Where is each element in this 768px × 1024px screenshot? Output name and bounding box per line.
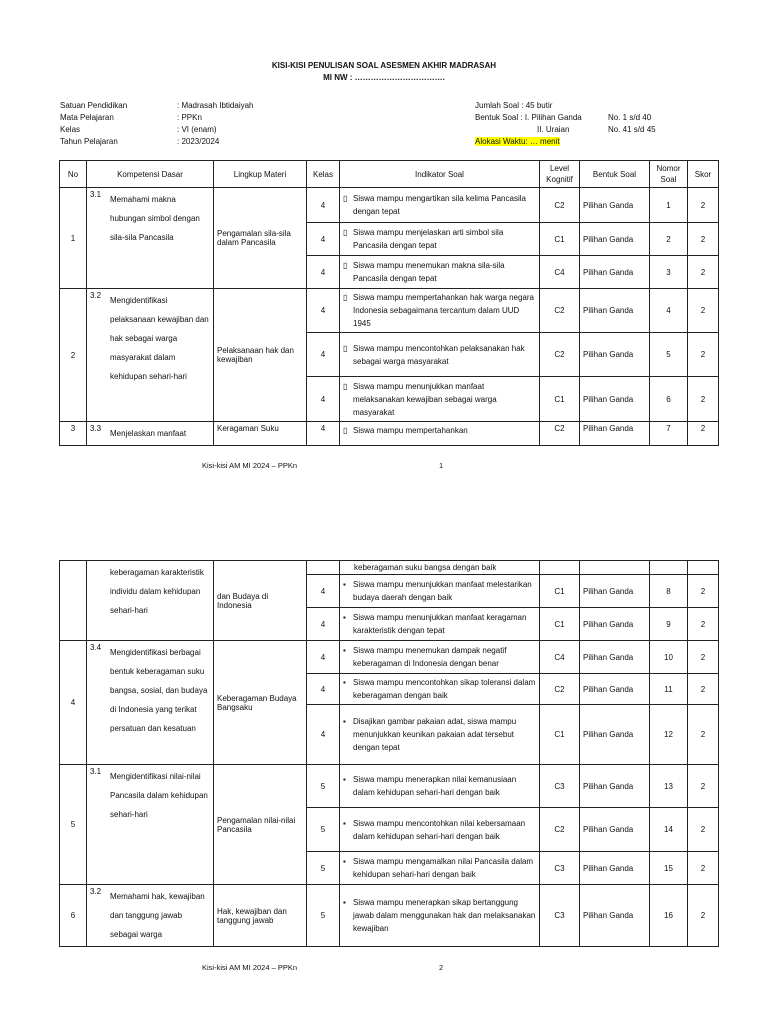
level-kognitif: C3	[540, 765, 580, 808]
kelas: 4	[307, 289, 340, 333]
indikator-item: ▯ Siswa mampu mengartikan sila kelima Pancasila dengan tepat	[343, 194, 526, 216]
col-bentuk-soal: Bentuk Soal	[580, 161, 650, 188]
skor: 2	[688, 608, 719, 641]
col-lingkup-materi: Lingkup Materi	[214, 161, 307, 188]
kelas: 4	[307, 256, 340, 289]
lingkup-materi: dan Budaya di Indonesia	[214, 561, 307, 641]
square-bullet-icon: ▪	[343, 646, 346, 655]
kd-text: Memahami hak, kewajiban dan tanggung jawab sebagai warga	[110, 892, 205, 939]
kompetensi-dasar	[87, 188, 214, 289]
row-number	[60, 561, 87, 641]
nomor-soal: 5	[650, 333, 688, 377]
info-row: Mata Pelajaran : PPKn	[60, 113, 202, 122]
indikator-soal	[340, 608, 540, 641]
lingkup-materi: Hak, kewajiban dan tanggung jawab	[214, 885, 307, 947]
skor: 2	[688, 223, 719, 256]
kelas: 4	[307, 674, 340, 705]
bentuk-soal: Pilihan Ganda	[580, 608, 650, 641]
indikator-soal	[340, 223, 540, 256]
indikator-item: ▪ Siswa mampu menemukan dampak negatif keberagaman di Indonesia dengan benar	[343, 646, 507, 668]
skor: 2	[688, 422, 719, 446]
bentuk-soal: Pilihan Ganda	[580, 808, 650, 852]
indikator-item: ▯ Siswa mampu mempertahankan	[343, 426, 468, 435]
checkbox-bullet-icon: ▯	[343, 261, 348, 270]
kd-number: 3.4	[90, 643, 102, 652]
level-kognitif: C2	[540, 333, 580, 377]
nomor-soal: 9	[650, 608, 688, 641]
skor: 2	[688, 256, 719, 289]
bentuk-soal: Pilihan Ganda	[580, 575, 650, 608]
info-row: Satuan Pendidikan : Madrasah Ibtidaiyah	[60, 101, 254, 110]
bentuk-soal: Pilihan Ganda	[580, 641, 650, 674]
kd-number: 3.1	[90, 767, 102, 776]
indikator-item: ▪ Siswa mampu menunjukkan manfaat melestarikan budaya daerah dengan baik	[343, 580, 532, 602]
bentuk-soal: Pilihan Ganda	[580, 705, 650, 765]
indikator-item: ▪ Siswa mampu menerapkan nilai kemanusiaan dalam kehidupan sehari-hari dengan baik	[343, 775, 517, 797]
madrasah-name: MI NW : …………………………….	[323, 73, 445, 82]
table-header-row	[60, 161, 719, 188]
level-kognitif: C2	[540, 674, 580, 705]
kisi-kisi-table-page-1	[59, 160, 719, 446]
bentuk-label: Bentuk Soal	[475, 113, 519, 122]
bentuk-soal: Pilihan Ganda	[580, 256, 650, 289]
kelas: 4	[307, 223, 340, 256]
kelas: 4	[307, 422, 340, 446]
col-nomor-soal: Nomor Soal	[650, 161, 688, 188]
indikator-soal	[340, 852, 540, 885]
identity-info	[60, 100, 254, 148]
kd-number: 3.2	[90, 291, 102, 300]
indikator-soal	[340, 885, 540, 947]
nomor-soal: 16	[650, 885, 688, 947]
indikator-soal	[340, 422, 540, 446]
indikator-item: ▪ Siswa mampu mengamalkan nilai Pancasila dalam kehidupan sehari-hari dengan baik	[343, 857, 534, 879]
kelas: 4	[307, 377, 340, 422]
kompetensi-dasar	[87, 641, 214, 765]
level-kognitif: C4	[540, 641, 580, 674]
kisi-kisi-table-page-2	[59, 560, 719, 947]
document-title: KISI-KISI PENULISAN SOAL ASESMEN AKHIR MADRASAH	[271, 61, 497, 70]
kelas: 5	[307, 808, 340, 852]
row-number: 3	[60, 422, 87, 446]
square-bullet-icon: ▪	[343, 717, 346, 726]
kompetensi-dasar	[87, 765, 214, 885]
level-kognitif: C3	[540, 885, 580, 947]
table-row	[60, 641, 719, 674]
indikator-soal	[340, 674, 540, 705]
kd-text: Menjelaskan manfaat	[110, 429, 187, 438]
level-kognitif: C1	[540, 608, 580, 641]
checkbox-bullet-icon: ▯	[343, 343, 348, 353]
indikator-soal	[340, 705, 540, 765]
skor: 2	[688, 188, 719, 223]
indikator-item: ▪ Siswa mampu menunjukkan manfaat keragaman karakteristik dengan tepat	[343, 613, 527, 635]
checkbox-bullet-icon: ▯	[343, 381, 348, 391]
kd-number: 3.2	[90, 887, 102, 896]
kelas: 4	[307, 333, 340, 377]
table-row	[60, 188, 719, 223]
indikator-item: ▯ Siswa mampu menemukan makna sila-sila Pancasila dengan tepat	[343, 261, 505, 283]
skor	[688, 561, 719, 575]
indikator-item: ▪ Disajikan gambar pakaian adat, siswa mampu menunjukkan keunikan pakaian adat tersebut dengan tepat	[343, 717, 517, 752]
footer-text: Kisi-kisi AM MI 2024 – PPKn	[202, 963, 298, 972]
col-level-kognitif: Level Kognitif	[540, 161, 580, 188]
footer-text: Kisi-kisi AM MI 2024 – PPKn	[202, 461, 298, 470]
skor: 2	[688, 852, 719, 885]
kelas: 4	[307, 575, 340, 608]
table-row	[60, 289, 719, 333]
indikator-soal: keberagaman suku bangsa dengan baik	[340, 561, 540, 575]
level-kognitif: C3	[540, 852, 580, 885]
nomor-soal: 3	[650, 256, 688, 289]
indikator-soal	[340, 641, 540, 674]
kompetensi-dasar	[87, 885, 214, 947]
nomor-soal: 12	[650, 705, 688, 765]
table-row	[60, 422, 719, 446]
kd-number: 3.1	[90, 190, 102, 199]
checkbox-bullet-icon: ▯	[343, 194, 348, 203]
kd-text: Memahami makna hubungan simbol dengan sila-sila Pancasila	[110, 195, 200, 242]
skor: 2	[688, 377, 719, 422]
level-kognitif: C2	[540, 289, 580, 333]
kd-text: Mengidentifikasi pelaksanaan kewajiban dan hak sebagai warga masyarakat dalam kehidupan sehari-hari	[110, 296, 209, 381]
checkbox-bullet-icon: ▯	[343, 293, 348, 302]
kd-number: 3.3	[90, 424, 102, 433]
col-indikator-soal: Indikator Soal	[340, 161, 540, 188]
indikator-soal	[340, 256, 540, 289]
level-kognitif	[540, 561, 580, 575]
nomor-soal: 7	[650, 422, 688, 446]
bentuk-soal	[580, 561, 650, 575]
nomor-soal: 11	[650, 674, 688, 705]
level-kognitif: C2	[540, 808, 580, 852]
table-row	[60, 885, 719, 947]
kompetensi-dasar	[87, 561, 214, 641]
info-row: Tahun Pelajaran : 2023/2024	[60, 137, 220, 146]
level-kognitif: C1	[540, 377, 580, 422]
kelas: 5	[307, 765, 340, 808]
col-skor: Skor	[688, 161, 719, 188]
info-row: Kelas : VI (enam)	[60, 125, 217, 134]
continuation-row	[60, 561, 719, 575]
square-bullet-icon: ▪	[343, 857, 346, 866]
skor: 2	[688, 641, 719, 674]
nomor-soal	[650, 561, 688, 575]
jumlah-label: Jumlah Soal	[475, 101, 520, 110]
skor: 2	[688, 885, 719, 947]
indikator-item: ▯ Siswa mampu mencontohkan pelaksanakan hak sebagai warga masyarakat	[343, 343, 525, 366]
skor: 2	[688, 674, 719, 705]
row-number: 4	[60, 641, 87, 765]
square-bullet-icon: ▪	[343, 818, 346, 828]
bentuk-soal: Pilihan Ganda	[580, 333, 650, 377]
nomor-soal: 14	[650, 808, 688, 852]
checkbox-bullet-icon: ▯	[343, 228, 348, 237]
bentuk-soal: Pilihan Ganda	[580, 885, 650, 947]
kelas	[307, 561, 340, 575]
nomor-soal: 10	[650, 641, 688, 674]
nomor-soal: 6	[650, 377, 688, 422]
bentuk-soal: Pilihan Ganda	[580, 852, 650, 885]
alokasi-waktu: Alokasi Waktu: … menit	[475, 137, 560, 146]
page-number: 2	[439, 963, 444, 972]
bentuk-soal: Pilihan Ganda	[580, 188, 650, 223]
kd-text: Mengidentifikasi nilai-nilai Pancasila dalam kehidupan sehari-hari	[110, 772, 208, 819]
bentuk-soal: Pilihan Ganda	[580, 422, 650, 446]
level-kognitif: C2	[540, 188, 580, 223]
indikator-item: ▯ Siswa mampu menunjukkan manfaat melaksanakan kewajiban sebagai warga masyarakat	[343, 381, 497, 417]
indikator-item: ▯ Siswa mampu menjelaskan arti simbol sila Pancasila dengan tepat	[343, 228, 504, 250]
indikator-soal	[340, 808, 540, 852]
kelas: 5	[307, 885, 340, 947]
level-kognitif: C1	[540, 575, 580, 608]
square-bullet-icon: ▪	[343, 678, 346, 687]
checkbox-bullet-icon: ▯	[343, 426, 348, 435]
square-bullet-icon: ▪	[343, 613, 346, 622]
skor: 2	[688, 808, 719, 852]
level-kognitif: C1	[540, 705, 580, 765]
indikator-soal	[340, 377, 540, 422]
square-bullet-icon: ▪	[343, 580, 346, 589]
indikator-soal	[340, 575, 540, 608]
page-number: 1	[439, 461, 444, 470]
row-number: 1	[60, 188, 87, 289]
square-bullet-icon: ▪	[343, 898, 346, 907]
table-row	[60, 765, 719, 808]
level-kognitif: C2	[540, 422, 580, 446]
bentuk-soal: Pilihan Ganda	[580, 377, 650, 422]
nomor-soal: 2	[650, 223, 688, 256]
skor: 2	[688, 705, 719, 765]
exam-info: Jumlah Soal : 45 butir Bentuk Soal : I. Pilihan Ganda No. 1 s/d 40 II. Uraian No. 41 s/d 45 Alokasi Waktu: … menit	[475, 101, 656, 146]
jumlah-value: : 45 butir	[521, 101, 553, 110]
square-bullet-icon: ▪	[343, 775, 346, 784]
nomor-soal: 1	[650, 188, 688, 223]
indikator-soal	[340, 289, 540, 333]
lingkup-materi: Keragaman Suku	[214, 422, 307, 446]
indikator-item: ▪ Siswa mampu mencontohkan nilai kebersamaan dalam kehidupan sehari-hari dengan baik	[343, 818, 526, 841]
indikator-item: ▯ Siswa mampu mempertahankan hak warga negara Indonesia sebagaimana tercantum dalam UUD 1945	[343, 293, 534, 328]
kompetensi-dasar	[87, 289, 214, 422]
kelas: 4	[307, 641, 340, 674]
col-no: No	[60, 161, 87, 188]
indikator-soal	[340, 333, 540, 377]
lingkup-materi: Pengamalan sila-sila dalam Pancasila	[214, 188, 307, 289]
bentuk-soal: Pilihan Ganda	[580, 223, 650, 256]
nomor-soal: 8	[650, 575, 688, 608]
col-kelas: Kelas	[307, 161, 340, 188]
indikator-soal	[340, 765, 540, 808]
indikator-soal	[340, 188, 540, 223]
col-kompetensi-dasar: Kompetensi Dasar	[87, 161, 214, 188]
level-kognitif: C4	[540, 256, 580, 289]
skor: 2	[688, 575, 719, 608]
skor: 2	[688, 333, 719, 377]
row-number: 5	[60, 765, 87, 885]
lingkup-materi: Pengamalan nilai-nilai Pancasila	[214, 765, 307, 885]
skor: 2	[688, 289, 719, 333]
kd-text: Mengidentifikasi berbagai bentuk keberagaman suku bangsa, sosial, dan budaya di Indonesia yang terikat persatuan dan kesatuan	[110, 648, 208, 733]
row-number: 6	[60, 885, 87, 947]
kompetensi-dasar	[87, 422, 214, 446]
indikator-item: ▪ Siswa mampu mencontohkan sikap toleransi dalam keberagaman dengan baik	[343, 678, 536, 700]
indikator-item: ▪ Siswa mampu menerapkan sikap bertanggung jawab dalam menggunakan hak dan melaksanakan kewajiban	[343, 898, 536, 933]
kelas: 4	[307, 705, 340, 765]
nomor-soal: 15	[650, 852, 688, 885]
bentuk-soal: Pilihan Ganda	[580, 765, 650, 808]
nomor-soal: 4	[650, 289, 688, 333]
bentuk-soal: Pilihan Ganda	[580, 289, 650, 333]
kd-text: keberagaman karakteristik individu dalam kehidupan sehari-hari	[110, 568, 204, 615]
kelas: 4	[307, 188, 340, 223]
skor: 2	[688, 765, 719, 808]
kelas: 5	[307, 852, 340, 885]
row-number: 2	[60, 289, 87, 422]
bentuk-soal: Pilihan Ganda	[580, 674, 650, 705]
lingkup-materi: Pelaksanaan hak dan kewajiban	[214, 289, 307, 422]
level-kognitif: C1	[540, 223, 580, 256]
nomor-soal: 13	[650, 765, 688, 808]
kelas: 4	[307, 608, 340, 641]
lingkup-materi: Keberagaman Budaya Bangsaku	[214, 641, 307, 765]
